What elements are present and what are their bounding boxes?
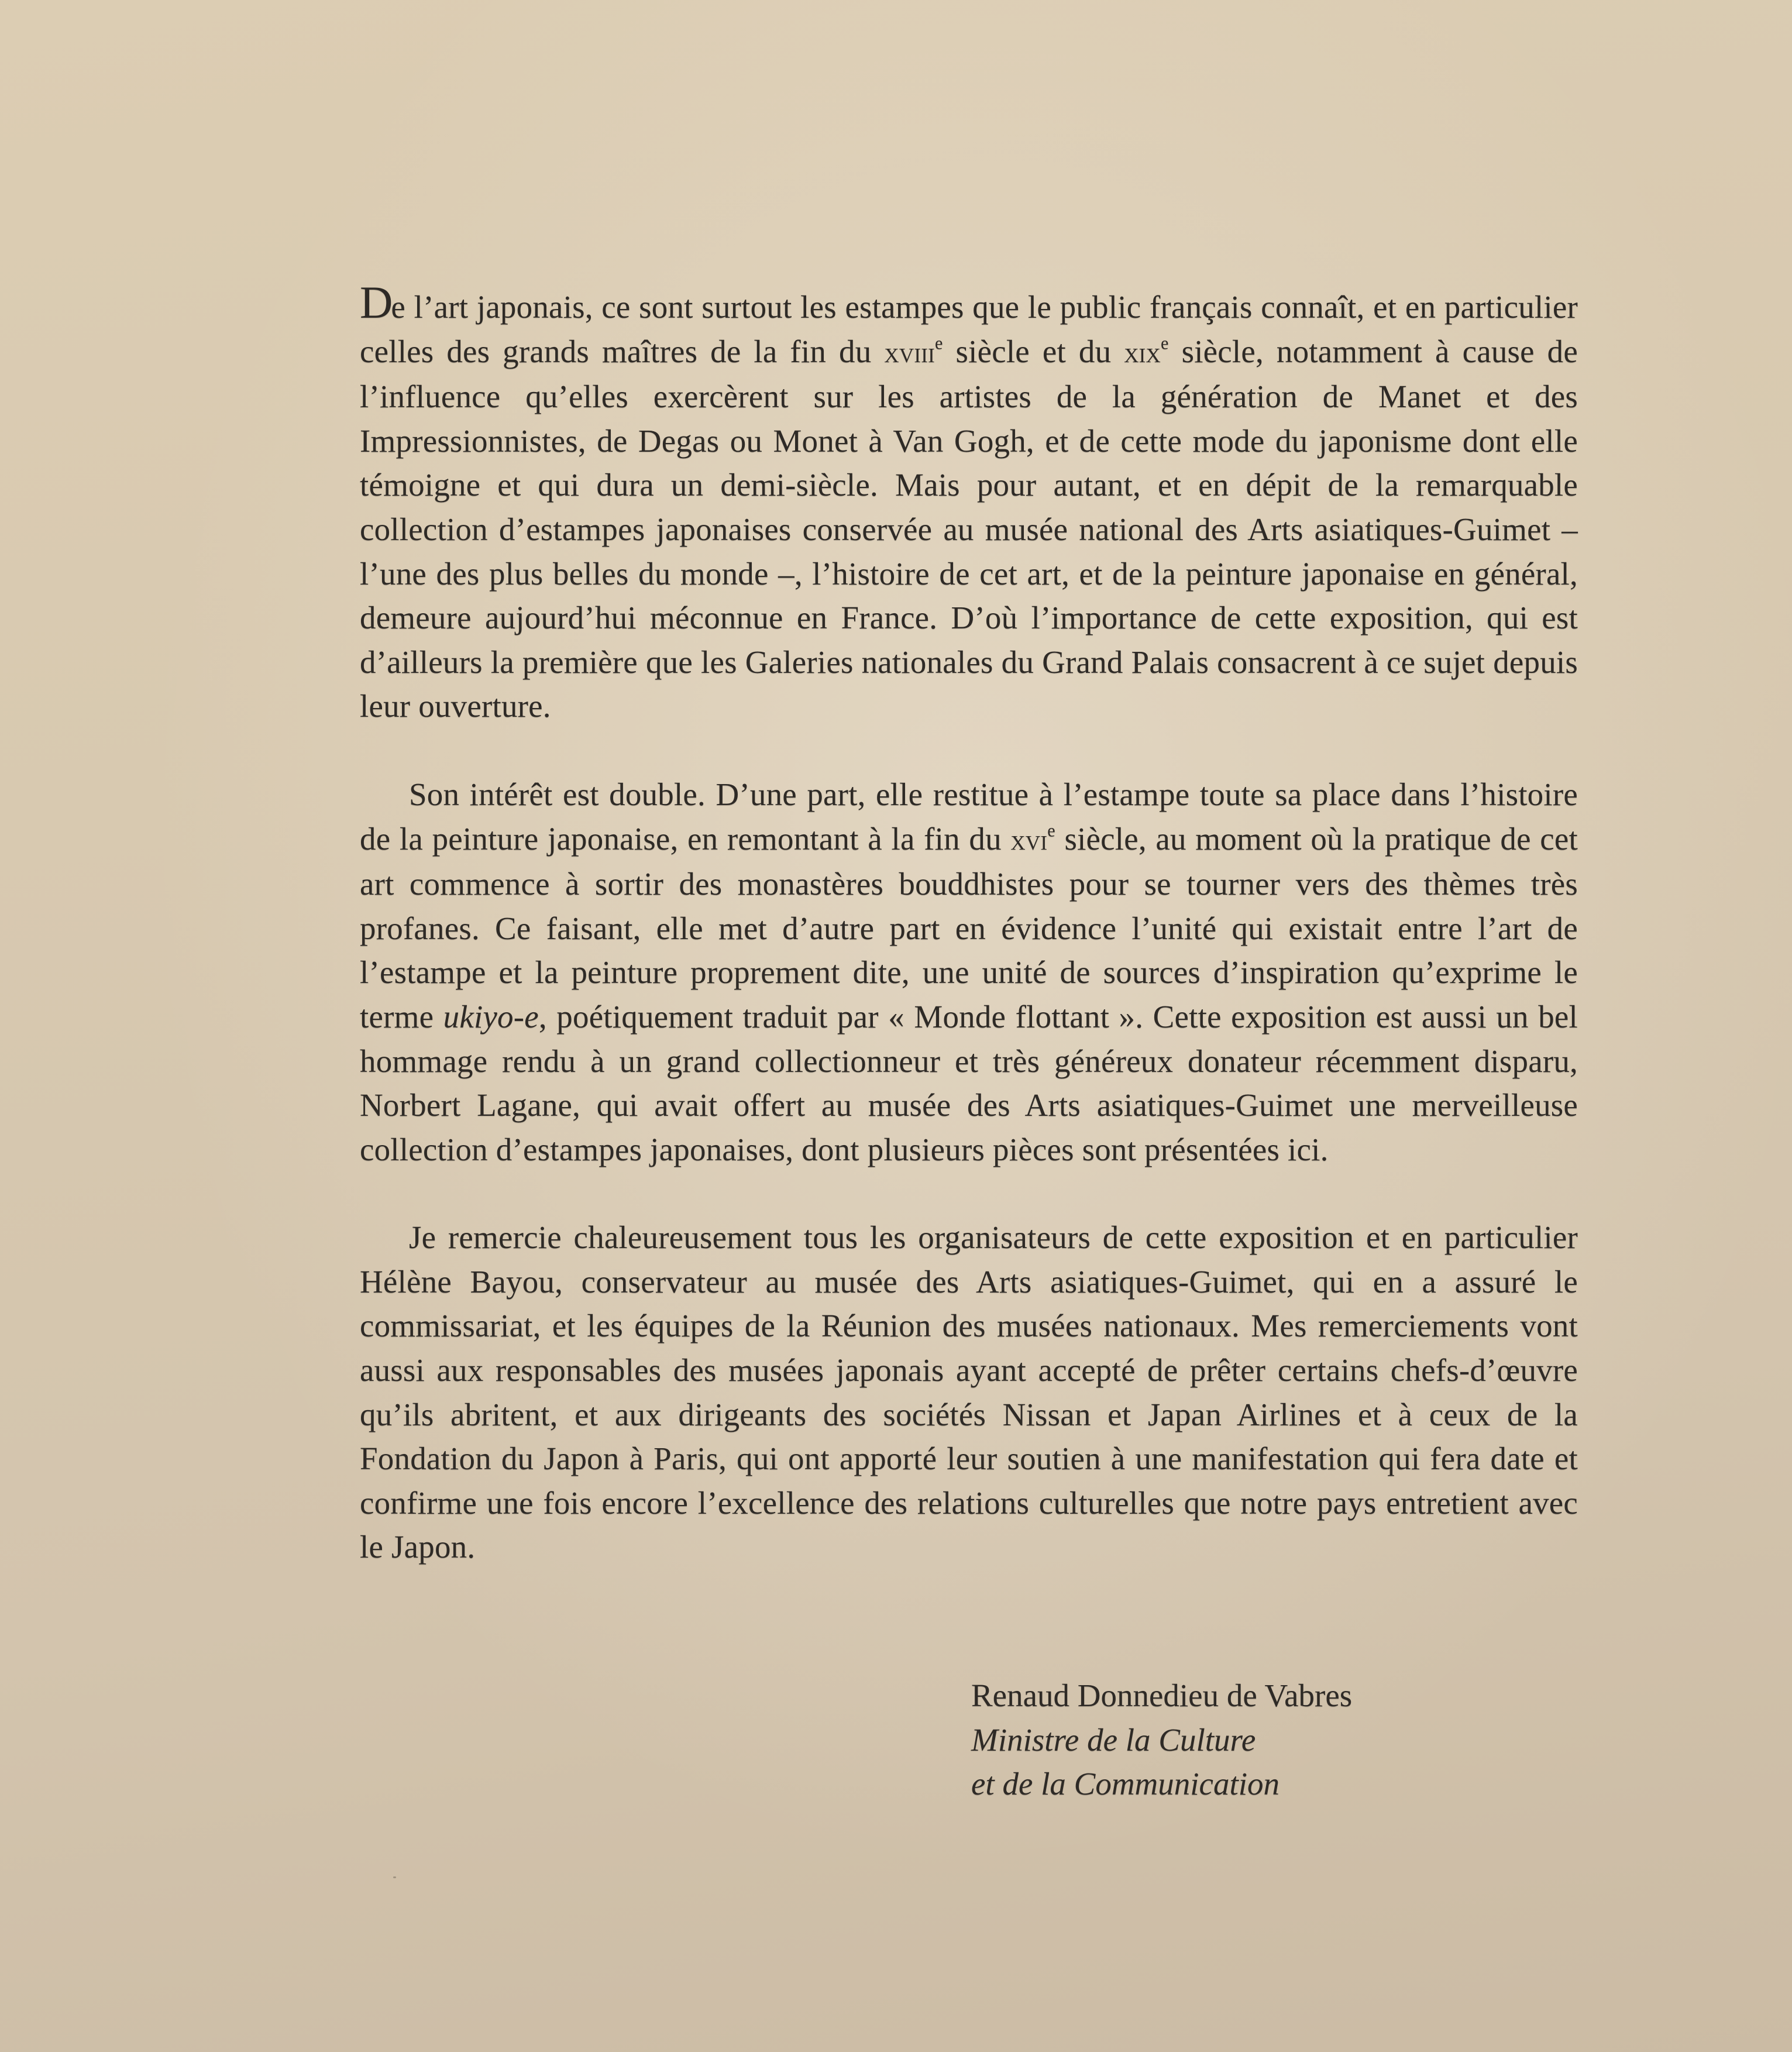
text-run: Son intérêt est double. D’une part, elle restitue à l’estampe toute sa place dans l’histoire de la peinture japonaise, en remontant à la fin du xyxy=(360,776,1578,857)
text-run: , poétiquement traduit par « Monde flottant ». Cette exposition est aussi un bel hommage rendu à un grand collectionneur et très généreux donateur récemment disparu, Norbert Lagane, qui avait offert au musée des Arts asiatiques-Guimet une merveilleuse collection d’estampes japonaises, dont plusieurs pièces sont présentées ici. xyxy=(360,998,1578,1167)
signatory-title-line-1: Ministre de la Culture xyxy=(971,1721,1256,1758)
italic-term: ukiyo-e xyxy=(443,998,539,1034)
drop-cap: D xyxy=(360,277,391,328)
signatory-name: Renaud Donnedieu de Vabres xyxy=(971,1678,1353,1713)
paper-speck xyxy=(393,1876,396,1878)
paragraph-2 xyxy=(360,772,1578,1171)
paragraph-3 xyxy=(360,1215,1578,1569)
century-numeral: xix xyxy=(1124,335,1161,369)
text-run: siècle, notamment à cause de l’influence qu’elles exercèrent sur les artistes de la génération de Manet et des Impressionnistes, de Degas ou Monet à Van Gogh, et de cette mode du japonisme dont elle témoigne et qui dura un demi-siècle. Mais pour autant, et en dépit de la remarquable collection d’estampes japonaises conservée au musée national des Arts asiatiques-Guimet – l’une des plus belles du monde –, l’histoire de cet art, et de la peinture japonaise en général, demeure aujourd’hui méconnue en France. D’où l’importance de cette exposition, qui est d’ailleurs la première que les Galeries nationales du Grand Palais consacrent à ce sujet depuis leur ouverture. xyxy=(360,333,1578,724)
ordinal-suffix: e xyxy=(1161,332,1169,353)
text-run: Je remercie chaleureusement tous les organisateurs de cette exposition et en particulier Hélène Bayou, conservateur au musée des Arts asiatiques-Guimet, qui en a assuré le commissariat, et les équipes de la Réunion des musées nationaux. Mes remerciements vont aussi aux responsables des musées japonais ayant accepté de prêter certains chefs-d’œuvre qu’ils abritent, et aux dirigeants des sociétés Nissan et Japan Airlines et à ceux de la Fondation du Japon à Paris, qui ont apporté leur soutien à une manifestation qui fera date et confirme une fois encore l’excellence des relations culturelles que notre pays entretient avec le Japon. xyxy=(360,1219,1578,1565)
foreword-body xyxy=(360,277,1578,1569)
signatory-title-line-2: et de la Communication xyxy=(971,1766,1280,1802)
text-run: e l’art japonais, ce sont surtout les estampes que le public français connaît, et en particulier celles des grands maîtres de la fin du xyxy=(360,289,1578,369)
ordinal-suffix: e xyxy=(934,332,943,353)
century-numeral: xvi xyxy=(1010,823,1048,856)
signature-block xyxy=(971,1673,1352,1806)
text-run: siècle et du xyxy=(943,333,1124,369)
century-numeral: xviii xyxy=(884,335,935,369)
text-run: siècle, au moment où la pratique de cet art commence à sortir des monastères bouddhistes pour se tourner vers des thèmes très profanes. Ce faisant, elle met d’autre part en évidence l’unité qui existait entre l’art de l’estampe et la peinture proprement dite, une unité de sources d’inspiration qu’exprime le terme xyxy=(360,820,1578,1034)
paragraph-1 xyxy=(360,277,1578,728)
ordinal-suffix: e xyxy=(1047,820,1055,840)
